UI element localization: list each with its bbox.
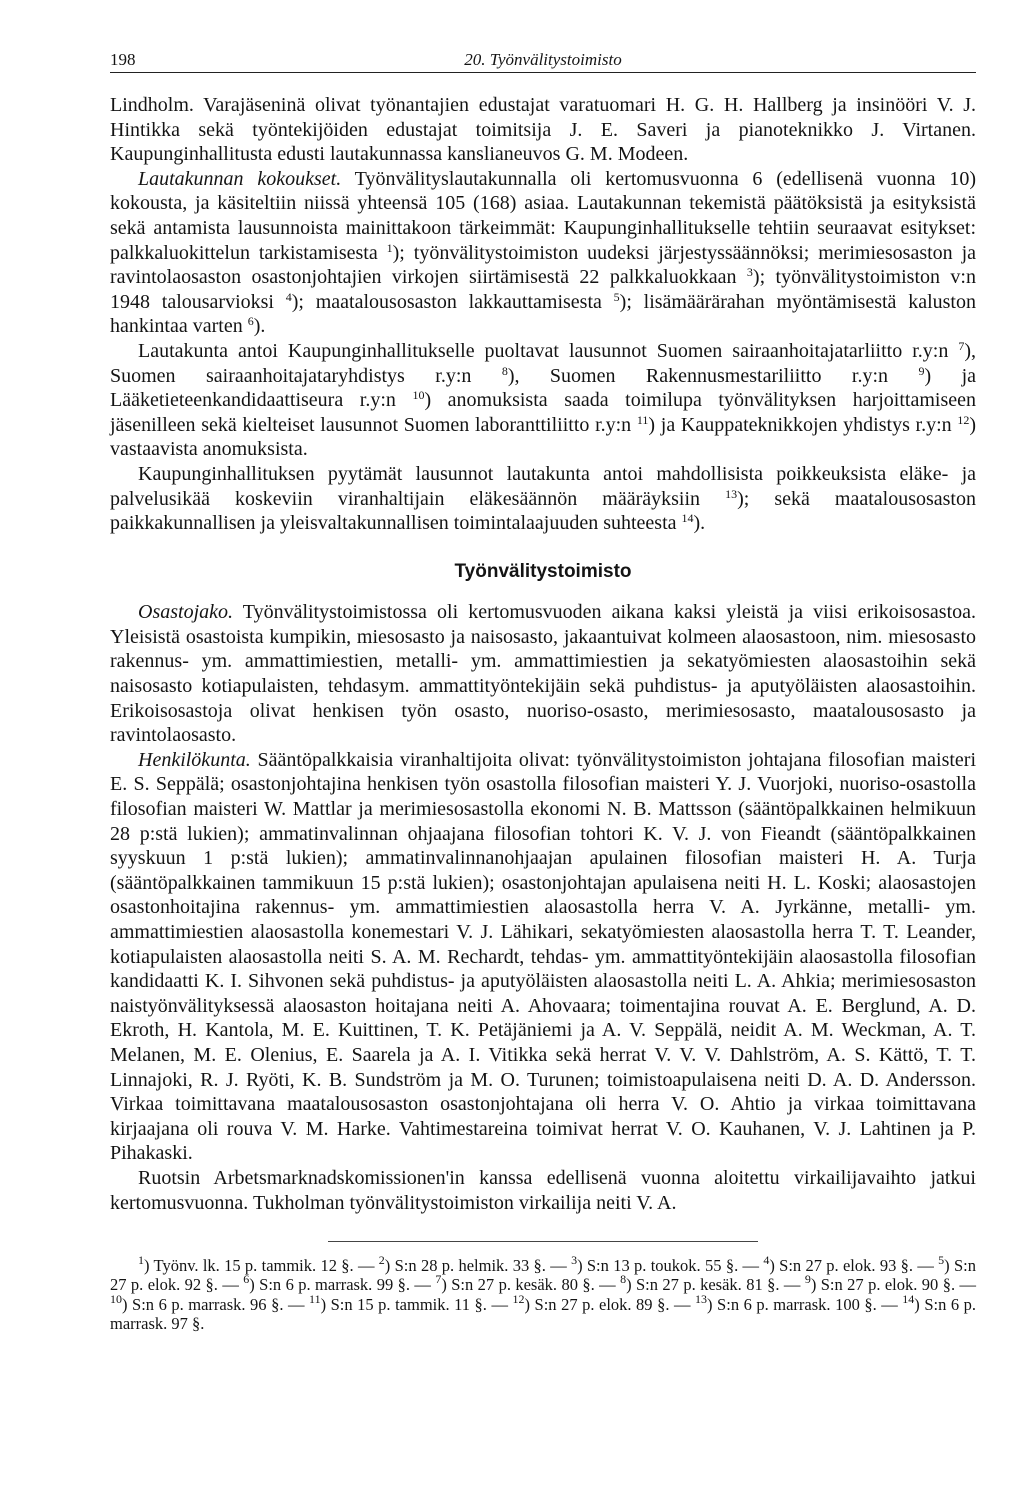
paragraph-requested-statements: Kaupunginhallituksen pyytämät lausunnot lautakunta antoi mahdollisista poikkeuksista eläke- ja palvelusikää koskeviin viranhaltijain eläkesäännön määräyksiin $^{13}$); sekä maatalousosaston paikkakunnallisen ja yleisvaltakunnallisen toimintalaajuuden suhteesta $^{14}$). xyxy=(110,462,976,535)
footnote-ref: 3 xyxy=(746,265,753,280)
footnote-ref: 12 xyxy=(957,412,970,427)
footnote-divider xyxy=(328,1241,758,1242)
footnote-ref: 5 xyxy=(613,289,620,304)
footnotes xyxy=(110,1241,976,1333)
footnote-ref: 4 xyxy=(285,289,292,304)
body-text xyxy=(110,93,976,1215)
footnote-ref: 7 xyxy=(958,338,965,353)
footnote-ref: 14 xyxy=(681,511,694,526)
section-heading: Työnvälitystoimisto xyxy=(454,560,632,582)
section-lead: Lautakunnan kokoukset. xyxy=(138,167,342,190)
paragraph-board-meetings: Lautakunnan kokoukset. Työnvälityslautakunnalla oli kertomusvuonna 6 (edellisenä vuonna 10) kokousta, ja käsiteltiin niissä yhteensä 105 (168) asiaa. Lautakunnan tekemistä päätöksistä ja esityksistä sekä antamista lausunnoista mainittakoon tärkeimmät: Kaupunginhallitukselle tehtiin seuraavat esitykset: palkkaluokittelun tarkistamisesta $^1$); työnvälitystoimiston uudeksi järjestyssäännöksi; merimiesosaston ja ravintolaosaston osastonjohtajien virkojen siirtämisestä 22 palkkaluokkaan $^3$); työnvälitystoimiston v:n 1948 talousarvioksi $^4$); maatalousosaston lakkauttamisesta $^5$); lisämäärärahan myöntämisestä kaluston hankintaa varten $^6$). xyxy=(110,167,976,338)
footnote-ref: 11 xyxy=(636,412,649,427)
footnote-ref: 9 xyxy=(918,363,925,378)
footnote-ref: 6 xyxy=(247,314,254,329)
footnote-ref: 8 xyxy=(501,363,508,378)
paragraph-personnel: Henkilökunta. Sääntöpalkkaisia viranhaltijoita olivat: työnvälitystoimiston johtajana filosofian maisteri E. S. Seppälä; osastonjohtajina henkisen työn osastolla filosofian maisteri Y. J. Vuorjoki, nuoriso-osastolla filosofian maisteri W. Mattlar ja merimiesosastolla ekonomi N. B. Mattsson (sääntöpalkkainen helmikuun 28 p:stä lukien); ammatinvalinnan ohjaajana filosofian tohtori K. V. J. von Fieandt (sääntöpalkkainen syyskuun 1 p:stä lukien); ammatinvalinnanohjaajan apulainen filosofian maisteri H. A. Turja (sääntöpalkkainen tammikuun 15 p:stä lukien); osastonjohtajan apulaisena neiti H. L. Koski; alaosastojen osastonhoitajina rakennus- ym. ammattimiestien alaosastolla herra V. A. Jyrkänne, metalli- ym. ammattimiestien alaosastolla konemestari V. J. Lähikari, sekatyömiesten alaosastolla herra T. T. Leander, kotiapulaisten alaosastolla neiti S. A. M. Rechardt, tehdas- ym. ammattityöntekijäin alaosastolla filosofian kandidaatti K. I. Sihvonen sekä puhdistus- ja aputyöläisten alaosastolla neiti L. A. Ahkia; merimiesosaston naistyönvälityksessä alaosaston hoitajana neiti A. Ahovaara; toimentajina rouvat A. E. Berglund, A. D. Ekroth, H. Kantola, M. E. Kuittinen, T. K. Petäjäniemi ja A. V. Seppälä, neidit A. M. Weckman, A. T. Melanen, M. E. Olenius, E. Saarela ja A. I. Vitikka sekä herrat V. V. V. Dahlström, A. S. Kättö, T. T. Linnajoki, R. J. Ryöti, K. B. Sundström ja M. O. Turunen; toimistoapulaisena neiti D. A. D. Andersson. Virkaa toimittavana maatalousosaston osastonjohtajana oli herra V. O. Ahtio ja virkaa toimittavana kirjaajana oli rouva V. M. Harke. Vahtimestareina toimivat herrat V. O. Kauhanen, V. J. Lahtinen ja P. Pihakaski. xyxy=(110,748,976,1165)
footnote-ref: 1 xyxy=(386,240,393,255)
paragraph-statements: Lautakunta antoi Kaupunginhallitukselle puoltavat lausunnot Suomen sairaanhoitajatarliitto r.y:n $^7$), Suomen sairaanhoitajataryhdistys r.y:n $^8$), Suomen Rakennusmestariliitto r.y:n $^9$) ja Lääketieteenkandidaattiseura r.y:n $^{10}$) anomuksista saada toimilupa työnvälityksen harjoittamiseen jäsenilleen sekä kielteiset lausunnot Suomen laboranttiliitto r.y:n $^{11}$) ja Kauppateknikkojen yhdistys r.y:n $^{12}$) vastaavista anomuksista. xyxy=(110,338,977,461)
footnote-text: $^1$) Työnv. lk. 15 p. tammik. 12 §. — $^2$) S:n 28 p. helmik. 33 §. — $^3$) S:n 13 p. toukok. 55 §. — $^4$) S:n 27 p. elok. 93 §. — $^5$) S:n 27 p. elok. 92 §. — $^6$) S:n 6 p. marrask. 99 §. — $^7$) S:n 27 p. kesäk. 80 §. — $^8$) S:n 27 p. kesäk. 81 §. — $^9$) S:n 27 p. elok. 90 §. — $^{10}$) S:n 6 p. marrask. 96 §. — $^{11}$) S:n 15 p. tammik. 11 §. — $^{12}$) S:n 27 p. elok. 89 §. — $^{13}$) S:n 6 p. marrask. 100 §. — $^{14}$) S:n 6 p. marrask. 97 §. xyxy=(110,1253,977,1333)
section-lead: Osastojako. xyxy=(138,601,233,624)
page-number: 198 xyxy=(110,50,136,69)
document-page xyxy=(110,44,976,1333)
section-lead: Henkilökunta. xyxy=(138,748,251,771)
paragraph-staff-exchange: Ruotsin Arbetsmarknadskomissionen'in kanssa edellisenä vuonna aloitettu virkailijavaihto jatkui kertomusvuonna. Tukholman työnvälitystoimiston virkailija neiti V. A. xyxy=(110,1166,976,1214)
paragraph-board-members: Lindholm. Varajäseninä olivat työnantajien edustajat varatuomari H. G. H. Hallberg ja insinööri V. J. Hintikka sekä työntekijöiden edustajat toimitsija J. E. Saveri ja pianoteknikko J. Virtanen. Kaupunginhallitusta edusti lautakunnassa kanslianeuvos G. M. Modeen. xyxy=(110,94,976,166)
paragraph-departments: Osastojako. Työnvälitystoimistossa oli kertomusvuoden aikana kaksi yleistä ja viisi erikoisosastoa. Yleisistä osastoista kumpikin, miesosasto ja naisosasto, jakaantuivat kolmeen alaosastoon, nim. miesosasto rakennus- ym. ammattimiestien, metalli- ym. ammattimiestien ja sekatyömiesten alaosastoihin sekä naisosasto kotiapulaisten, tehdasym. ammattityöntekijäin sekä puhdistus- ja aputyöläisten alaosastoihin. Erikoisosastoja olivat henkisen työn osasto, nuoriso-osasto, merimiesosasto, maatalousosasto ja ravintolaosasto. xyxy=(110,601,976,747)
running-title: 20. Työnvälitystoimisto xyxy=(464,50,622,69)
footnote-ref: 10 xyxy=(412,388,425,403)
page-header xyxy=(110,44,976,73)
footnote-ref: 13 xyxy=(725,486,738,501)
